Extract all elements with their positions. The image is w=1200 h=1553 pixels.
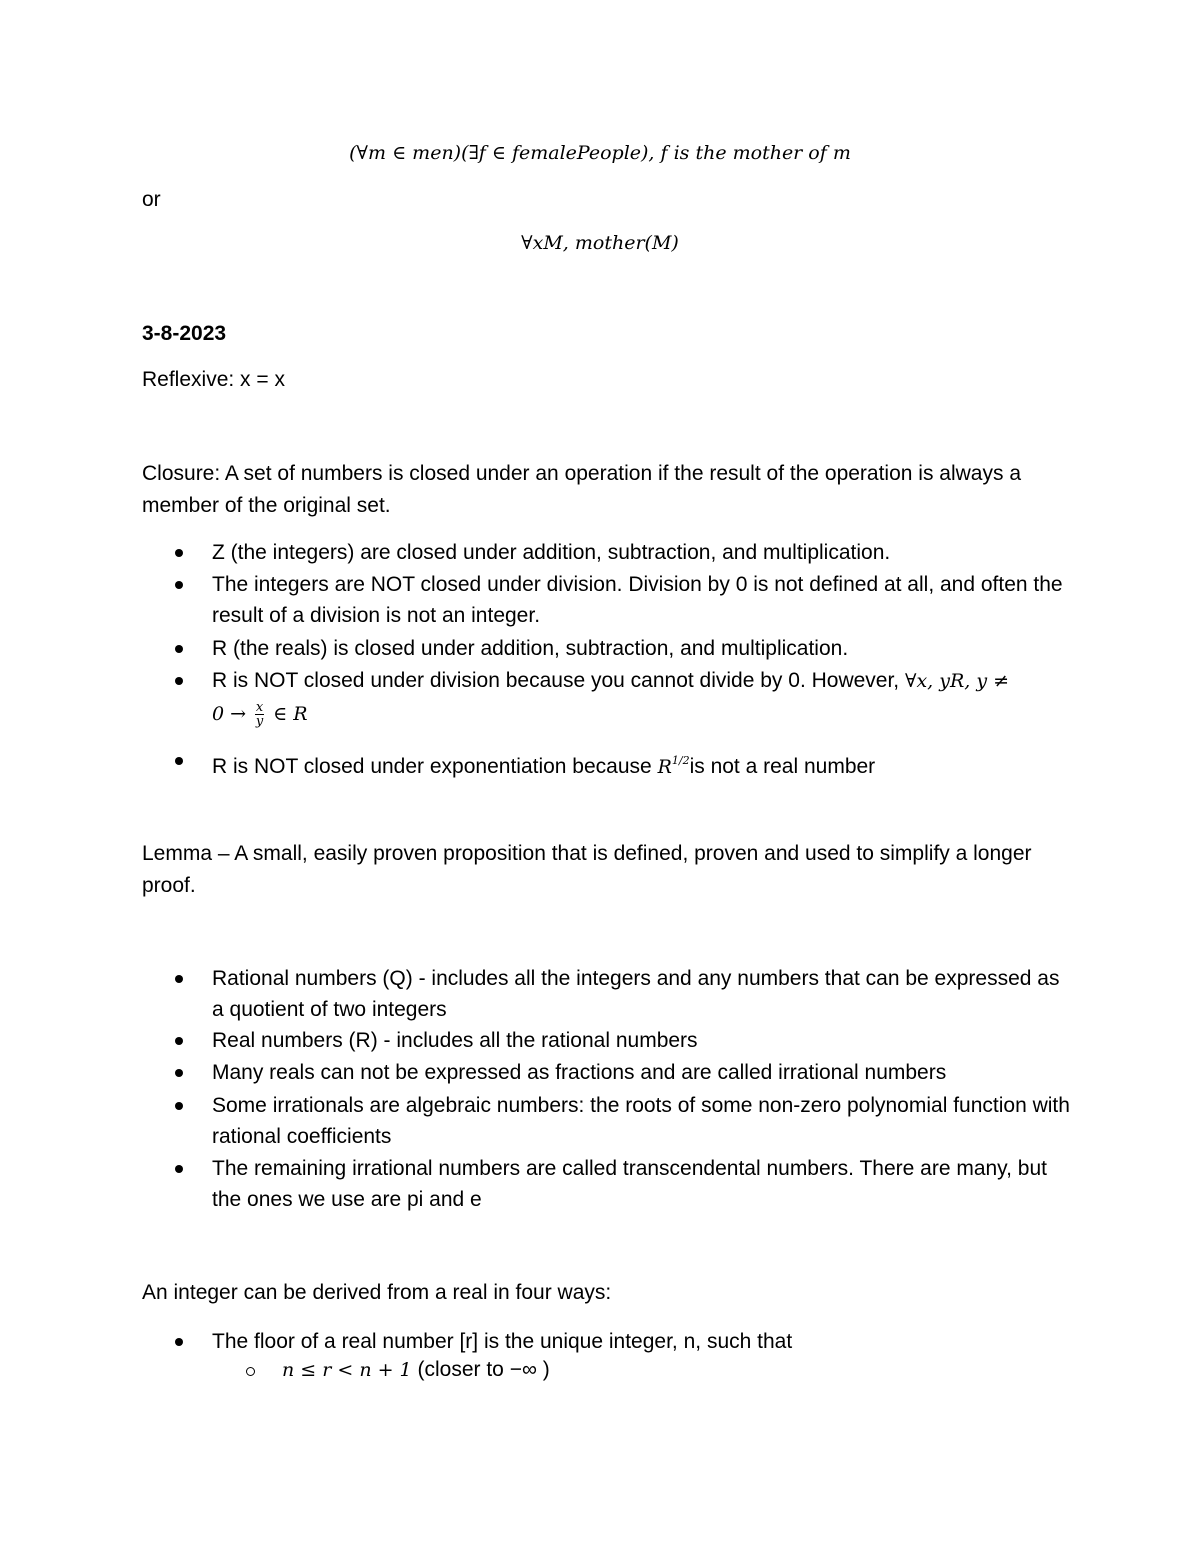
bullet-icon <box>175 1102 183 1110</box>
bullet-icon <box>175 1165 183 1173</box>
closure-bullet-4-math-c: ∈ R <box>273 703 308 725</box>
floor-sub-bullet <box>282 1358 550 1382</box>
numbers-bullet-5: The remaining irrational numbers are called transcendental numbers. There are many, but the ones we use are pi and e <box>212 1157 1047 1211</box>
numbers-bullet-2: Real numbers (R) - includes all the rational numbers <box>212 1029 698 1052</box>
reflexive-definition: Reflexive: x = x <box>142 368 285 391</box>
closure-bullet-4-math-a: ∀x, yR, y ≠ <box>905 670 1010 692</box>
formula-forall-mother: ∀xM, mother(M) <box>521 232 679 254</box>
closure-bullet-1: Z (the integers) are closed under addition, subtraction, and multiplication. <box>212 541 891 564</box>
numbers-bullet-4: Some irrationals are algebraic numbers: the roots of some non-zero polynomial function with rational coefficients <box>212 1094 1070 1148</box>
bullet-icon <box>175 1037 183 1045</box>
lemma-definition: Lemma – A small, easily proven proposition that is defined, proven and used to simplify a longer proof. <box>142 842 1032 897</box>
bullet-icon <box>175 1338 183 1346</box>
fraction-numerator: x <box>255 699 264 715</box>
closure-bullet-5 <box>212 745 1072 783</box>
floor-inequality: n ≤ r < n + 1 <box>282 1359 412 1381</box>
closure-bullet-5-math-exp: 1/2 <box>671 754 690 767</box>
closure-bullet-5-math-base: R <box>657 756 672 778</box>
sub-bullet-circle-icon <box>246 1367 255 1376</box>
fraction-denominator: y <box>255 713 264 729</box>
integer-intro: An integer can be derived from a real in four ways: <box>142 1281 612 1304</box>
closure-bullet-4-math-b: 0 → <box>212 703 247 725</box>
date-heading: 3-8-2023 <box>142 322 227 345</box>
bullet-icon <box>175 549 183 557</box>
closure-bullet-5-tail: is not a real number <box>689 755 876 778</box>
closure-bullet-3: R (the reals) is closed under addition, subtraction, and multiplication. <box>212 637 849 660</box>
closure-bullet-2: The integers are NOT closed under division. Division by 0 is not defined at all, and often the result of a division is not an integer. <box>212 573 1063 627</box>
closure-bullet-5-text: R is NOT closed under exponentiation because <box>212 755 652 778</box>
bullet-icon <box>175 975 183 983</box>
floor-direction: (closer to −∞ ) <box>417 1358 550 1381</box>
bullet-icon <box>175 757 183 765</box>
floor-bullet: The floor of a real number [r] is the unique integer, n, such that <box>212 1330 793 1353</box>
formula-mother: (∀m ∈ men)(∃f ∈ femalePeople), f is the mother of m <box>349 142 851 164</box>
bullet-icon <box>175 581 183 589</box>
closure-bullet-4 <box>212 665 1072 697</box>
closure-bullet-4-text: R is NOT closed under division because you cannot divide by 0. However, <box>212 669 900 692</box>
closure-bullet-4-line2 <box>212 699 308 729</box>
numbers-bullet-1: Rational numbers (Q) - includes all the integers and any numbers that can be expressed as a quotient of two integers <box>212 967 1060 1021</box>
fraction-x-over-y <box>255 701 264 728</box>
numbers-bullet-3: Many reals can not be expressed as fractions and are called irrational numbers <box>212 1061 947 1084</box>
or-text: or <box>142 188 161 211</box>
bullet-icon <box>175 645 183 653</box>
closure-definition: Closure: A set of numbers is closed under an operation if the result of the operation is always a member of the original set. <box>142 462 1021 517</box>
bullet-icon <box>175 677 183 685</box>
bullet-icon <box>175 1069 183 1077</box>
